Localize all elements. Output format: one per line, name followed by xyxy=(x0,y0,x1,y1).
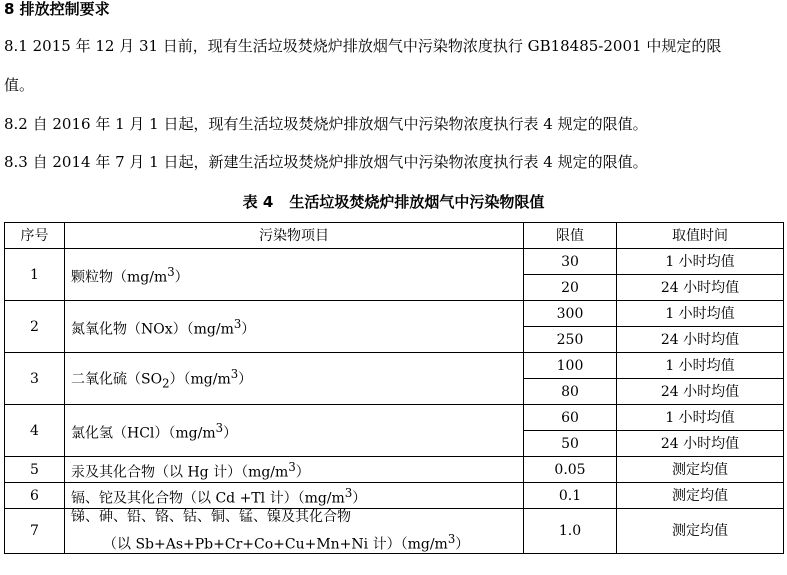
row-no: 1 xyxy=(5,249,65,301)
averaging-time: 1 小时均值 xyxy=(617,301,784,327)
table-header-row xyxy=(5,223,784,249)
pollutant-item: 锑、砷、铅、铬、钴、铜、锰、镍及其化合物 （以 Sb+As+Pb+Cr+Co+Cu+Mn+Ni 计）$(mg/m^3)$ xyxy=(65,509,524,554)
row-no: 7 xyxy=(5,509,65,554)
header-item: 污染物项目 xyxy=(65,223,524,249)
pollutant-item: 二氧化硫$(SO_2)(mg/m^3)$ xyxy=(65,353,524,405)
paragraph-8-1: 8.1 2015 年 12 月 31 日前，现有生活垃圾焚烧炉排放烟气中污染物浓度执行 GB18485-2001 中规定的限 xyxy=(4,37,722,55)
row-no: 6 xyxy=(5,483,65,509)
table-row xyxy=(5,405,784,431)
limit-value: 0.05 xyxy=(524,457,617,483)
table-row xyxy=(5,353,784,379)
row-no: 4 xyxy=(5,405,65,457)
paragraph-8-1-continued: 值。 xyxy=(4,76,35,94)
averaging-time: 测定均值 xyxy=(617,483,784,509)
paragraph-8-2: 8.2 自 2016 年 1 月 1 日起，现有生活垃圾焚烧炉排放烟气中污染物浓度执行表 4 规定的限值。 xyxy=(4,115,648,133)
averaging-time: 1 小时均值 xyxy=(617,405,784,431)
averaging-time: 测定均值 xyxy=(617,457,784,483)
table-row xyxy=(5,457,784,483)
limit-value: 80 xyxy=(524,379,617,405)
section-heading: 8 排放控制要求 xyxy=(4,0,110,18)
table-row xyxy=(5,483,784,509)
limit-value: 100 xyxy=(524,353,617,379)
header-time: 取值时间 xyxy=(617,223,784,249)
pollutant-item: 氯化氢$(HCl)(mg/m^3)$ xyxy=(65,405,524,457)
limit-value: 250 xyxy=(524,327,617,353)
limit-value: 20 xyxy=(524,275,617,301)
limit-value: 300 xyxy=(524,301,617,327)
averaging-time: 测定均值 xyxy=(617,509,784,554)
limit-value: 50 xyxy=(524,431,617,457)
averaging-time: 24 小时均值 xyxy=(617,379,784,405)
averaging-time: 1 小时均值 xyxy=(617,249,784,275)
table-row xyxy=(5,301,784,327)
pollutant-item: 汞及其化合物（以 Hg 计）$(mg/m^3)$ xyxy=(65,457,524,483)
paragraph-8-3: 8.3 自 2014 年 7 月 1 日起，新建生活垃圾焚烧炉排放烟气中污染物浓度执行表 4 规定的限值。 xyxy=(4,153,648,171)
pollutant-item: 镉、铊及其化合物（以 Cd +Tl 计）$(mg/m^3)$ xyxy=(65,483,524,509)
table-row xyxy=(5,509,784,554)
table-row xyxy=(5,249,784,275)
limit-value: 30 xyxy=(524,249,617,275)
averaging-time: 24 小时均值 xyxy=(617,327,784,353)
pollutant-item: 颗粒物$(mg/m^3)$ xyxy=(65,249,524,301)
averaging-time: 24 小时均值 xyxy=(617,431,784,457)
limit-value: 0.1 xyxy=(524,483,617,509)
pollutant-limits-table xyxy=(4,222,784,554)
pollutant-item: 氮氧化物$(NOx)(mg/m^3)$ xyxy=(65,301,524,353)
header-limit: 限值 xyxy=(524,223,617,249)
limit-value: 60 xyxy=(524,405,617,431)
row-no: 2 xyxy=(5,301,65,353)
averaging-time: 24 小时均值 xyxy=(617,275,784,301)
row-no: 3 xyxy=(5,353,65,405)
limit-value: 1.0 xyxy=(524,509,617,554)
table-title: 生活垃圾焚烧炉排放烟气中污染物限值 xyxy=(289,193,545,211)
table-number: 表 4 xyxy=(242,193,274,211)
row-no: 5 xyxy=(5,457,65,483)
averaging-time: 1 小时均值 xyxy=(617,353,784,379)
table-caption xyxy=(0,192,787,212)
header-no: 序号 xyxy=(5,223,65,249)
